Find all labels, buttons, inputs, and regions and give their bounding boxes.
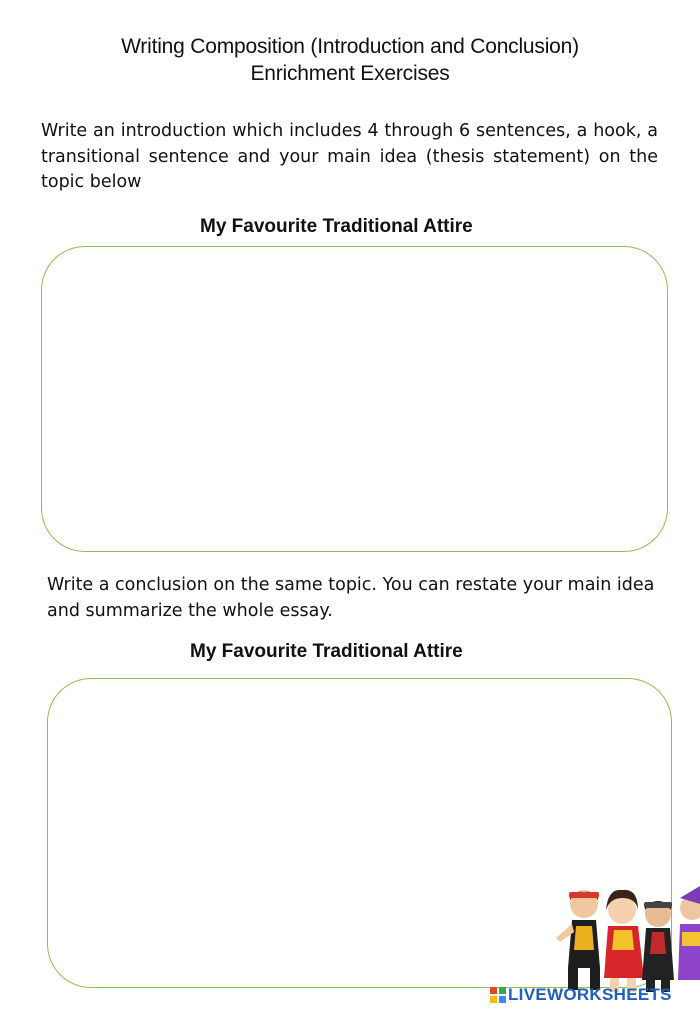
introduction-topic-heading: My Favourite Traditional Attire <box>200 216 473 237</box>
page-title-line-2: Enrichment Exercises <box>250 62 450 85</box>
page-title-line-1: Writing Composition (Introduction and Conclusion) <box>121 35 579 58</box>
conclusion-topic-heading: My Favourite Traditional Attire <box>190 641 463 662</box>
child-figure-1 <box>556 890 600 990</box>
liveworksheets-logo-text: LIVEWORKSHEETS <box>508 985 672 1004</box>
liveworksheets-logo-icon <box>490 987 506 1003</box>
introduction-answer-box[interactable] <box>41 246 668 552</box>
child-figure-3 <box>642 901 674 992</box>
children-in-traditional-attire-illustration <box>548 880 700 998</box>
conclusion-instruction: Write a conclusion on the same topic. You can restate your main idea and summarize the whole essay. <box>47 575 655 621</box>
child-figure-4 <box>678 886 700 980</box>
introduction-instruction: Write an introduction which includes 4 through 6 sentences, a hook, a transitional sentence and your main idea (thesis statement) on the topic below <box>41 121 658 192</box>
child-figure-2 <box>604 890 644 992</box>
liveworksheets-logo <box>490 985 672 1005</box>
